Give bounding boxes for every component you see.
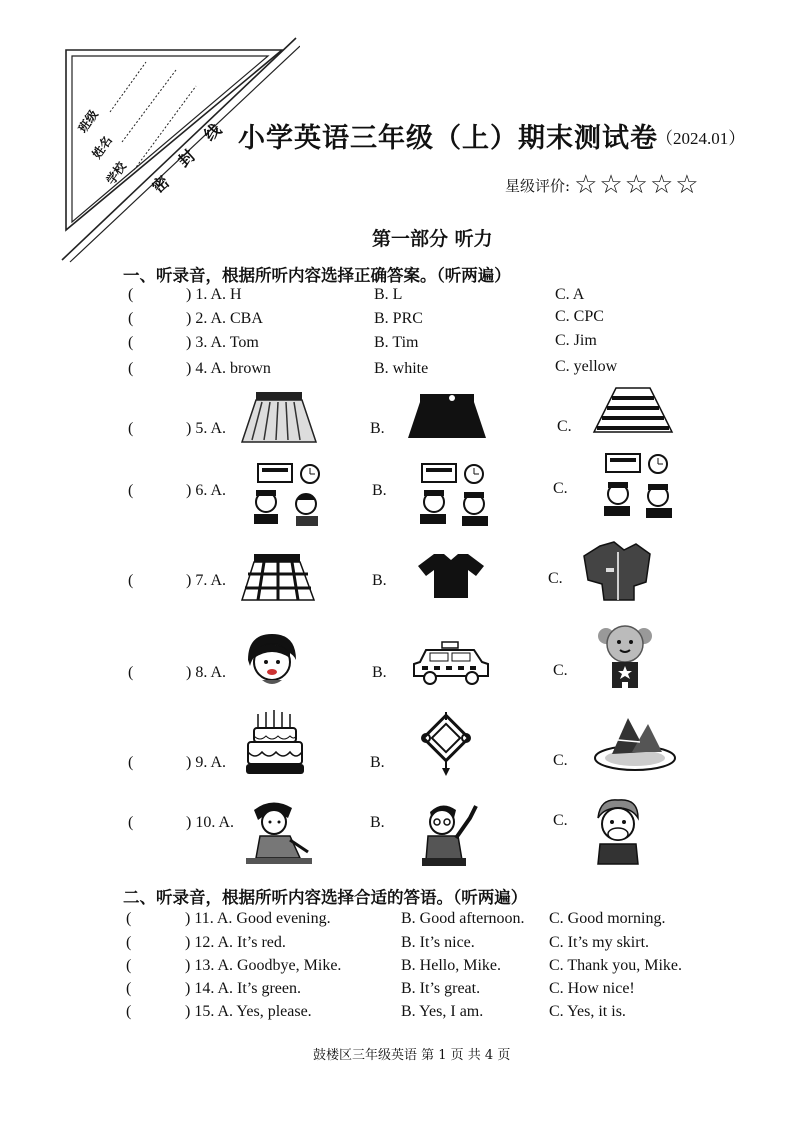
- question-10: ) 10. A.: [186, 814, 234, 831]
- question-7: ) 7. A.: [186, 572, 226, 589]
- seal-word-1: 密: [148, 171, 173, 197]
- seal-word-2: 封: [174, 145, 199, 171]
- classroom-greeting-icon: [244, 462, 330, 528]
- question-3: ) 3. A. Tom: [186, 334, 259, 351]
- zongzi-icon: [592, 712, 678, 774]
- answer-paren: (: [128, 754, 134, 771]
- question-11-option-c: C. Good morning.: [549, 910, 666, 927]
- question-14: ) 14. A. It’s green.: [185, 980, 301, 997]
- chinese-knot-icon: [420, 712, 472, 778]
- striped-skirt-icon: [592, 384, 674, 436]
- question-13: ) 13. A. Goodbye, Mike.: [185, 957, 342, 974]
- plaid-skirt-icon: [240, 552, 316, 604]
- question-12: ) 12. A. It’s red.: [185, 934, 286, 951]
- question-7-option-b: B.: [372, 572, 387, 589]
- black-skirt-icon: [406, 392, 488, 442]
- question-14-option-b: B. It’s great.: [401, 980, 481, 997]
- answer-paren: (: [126, 934, 132, 951]
- answer-paren: (: [126, 980, 132, 997]
- question-3-option-c: C. Jim: [555, 332, 597, 349]
- boy-covering-mouth-icon: [590, 796, 646, 866]
- rating-stars: ☆☆☆☆☆: [574, 170, 701, 200]
- question-1-option-b: B. L: [374, 286, 403, 303]
- answer-paren: (: [126, 957, 132, 974]
- question-12-option-b: B. It’s nice.: [401, 934, 475, 951]
- answer-paren: (: [128, 572, 134, 589]
- exam-title: 小学英语三年级（上）期末测试卷: [238, 123, 658, 154]
- question-13-option-b: B. Hello, Mike.: [401, 957, 501, 974]
- question-6-option-c: C.: [553, 480, 568, 497]
- question-1: ) 1. A. H: [186, 286, 242, 303]
- question-9-option-b: B.: [370, 754, 385, 771]
- name-label: 姓名: [89, 133, 115, 162]
- question-6-option-b: B.: [372, 482, 387, 499]
- question-13-option-c: C. Thank you, Mike.: [549, 957, 683, 974]
- question-14-option-c: C. How nice!: [549, 980, 635, 997]
- bear-toy-icon: [594, 618, 656, 690]
- answer-paren: (: [128, 286, 134, 303]
- question-8: ) 8. A.: [186, 664, 226, 681]
- exam-date: （2024.01）: [656, 129, 746, 148]
- t-shirt-icon: [416, 552, 486, 600]
- section2-title: 二、听录音，根据所听内容选择合适的答语。（听两遍）: [123, 888, 528, 907]
- answer-paren: (: [128, 482, 134, 499]
- classroom-greeting-icon: [412, 462, 498, 528]
- question-4: ) 4. A. brown: [186, 360, 271, 377]
- question-3-option-b: B. Tim: [374, 334, 419, 351]
- question-4-option-b: B. white: [374, 360, 429, 377]
- question-2: ) 2. A. CBA: [186, 310, 263, 327]
- question-9: ) 9. A.: [186, 754, 226, 771]
- taxi-icon: [412, 640, 490, 686]
- answer-paren: (: [128, 310, 134, 327]
- question-15-option-c: C. Yes, it is.: [549, 1003, 626, 1020]
- answer-paren: (: [128, 814, 134, 831]
- answer-paren: (: [128, 664, 134, 681]
- question-8-option-b: B.: [372, 664, 387, 681]
- question-5: ) 5. A.: [186, 420, 226, 437]
- question-5-option-b: B.: [370, 420, 385, 437]
- school-label: 学校: [103, 159, 129, 188]
- boy-waving-icon: [412, 798, 488, 868]
- answer-paren: (: [128, 360, 134, 377]
- classroom-greeting-icon: [598, 450, 684, 520]
- question-8-option-c: C.: [553, 662, 568, 679]
- class-label: 班级: [75, 107, 101, 136]
- seal-word-3: 线: [200, 119, 225, 145]
- question-15: ) 15. A. Yes, please.: [185, 1003, 312, 1020]
- question-6: ) 6. A.: [186, 482, 226, 499]
- question-15-option-b: B. Yes, I am.: [401, 1003, 484, 1020]
- question-10-option-b: B.: [370, 814, 385, 831]
- answer-paren: (: [128, 420, 134, 437]
- part-title: 第一部分 听力: [372, 228, 493, 250]
- jacket-icon: [580, 540, 656, 604]
- question-10-option-c: C.: [553, 812, 568, 829]
- answer-paren: (: [126, 1003, 132, 1020]
- page-footer: 鼓楼区三年级英语 第 1 页 共 4 页: [313, 1048, 511, 1063]
- girl-face-icon: [242, 630, 302, 688]
- question-11: ) 11. A. Good evening.: [185, 910, 331, 927]
- question-7-option-c: C.: [548, 570, 563, 587]
- question-12-option-c: C. It’s my skirt.: [549, 934, 650, 951]
- answer-paren: (: [126, 910, 132, 927]
- girl-playing-icon: [242, 796, 316, 868]
- question-2-option-b: B. PRC: [374, 310, 423, 327]
- question-11-option-b: B. Good afternoon.: [401, 910, 525, 927]
- pleated-skirt-icon: [238, 388, 320, 446]
- question-5-option-c: C.: [557, 418, 572, 435]
- rating-label: 星级评价:: [505, 176, 571, 195]
- question-4-option-c: C. yellow: [555, 358, 618, 375]
- question-2-option-c: C. CPC: [555, 308, 604, 325]
- question-1-option-c: C. A: [555, 286, 585, 303]
- answer-paren: (: [128, 334, 134, 351]
- star-rating: [505, 170, 701, 200]
- question-9-option-c: C.: [553, 752, 568, 769]
- section1-title: 一、听录音，根据所听内容选择正确答案。（听两遍）: [123, 266, 511, 285]
- birthday-cake-icon: [244, 708, 306, 778]
